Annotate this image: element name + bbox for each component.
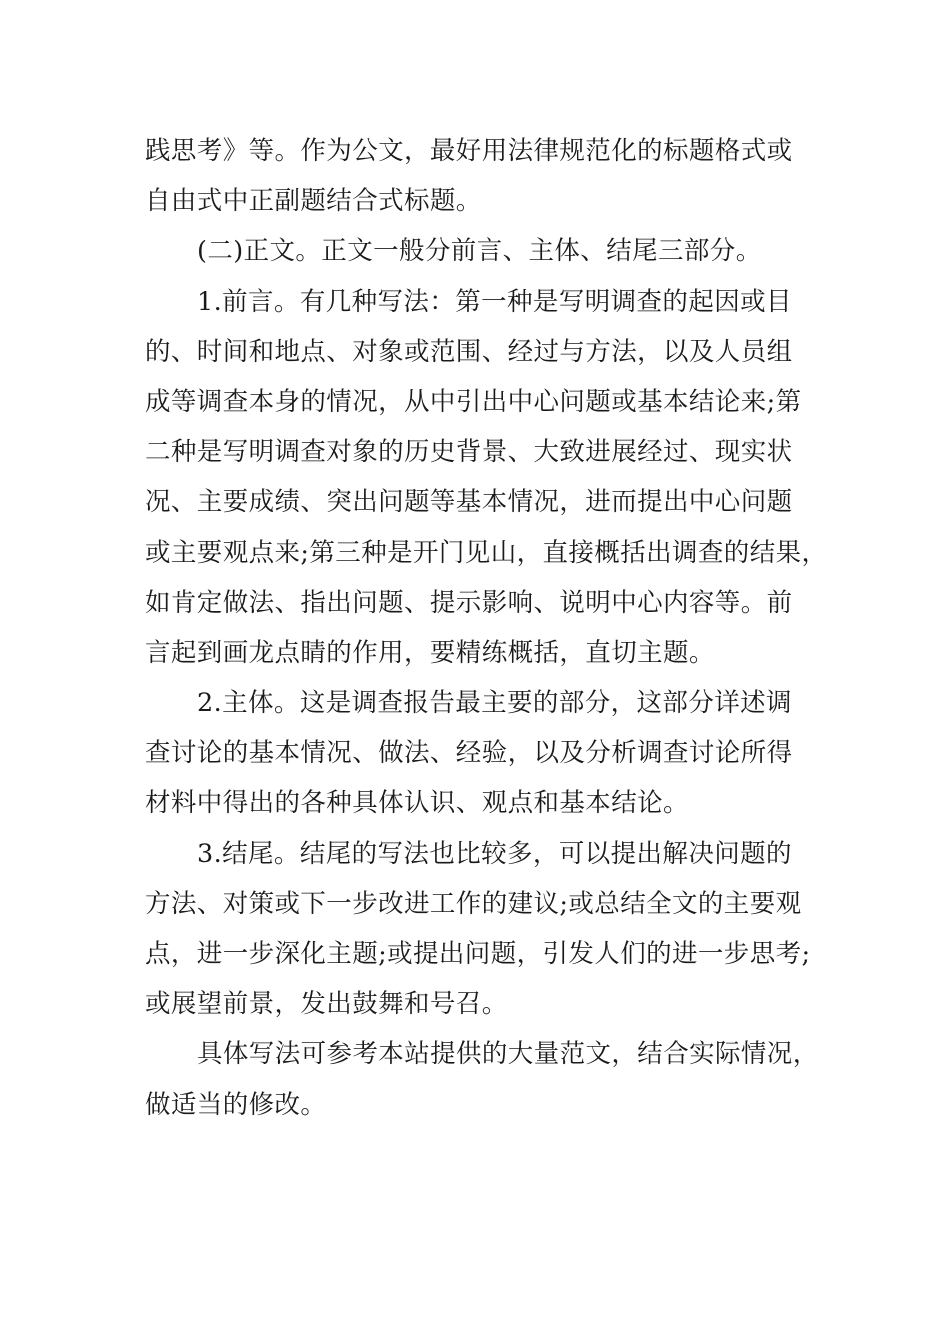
- text-line: 二种是写明调查对象的历史背景、大致进展经过、现实状: [145, 437, 793, 468]
- document-body: [145, 126, 828, 1130]
- text-line: 做适当的修改。: [145, 1089, 327, 1120]
- text-line: 如肯定做法、指出问题、提示影响、说明中心内容等。前: [145, 587, 793, 618]
- text-line: 点，进一步深化主题;或提出问题，引发人们的进一步思考;: [145, 939, 811, 969]
- text-line: 或主要观点来;第三种是开门见山，直接概括出调查的结果，: [145, 537, 828, 568]
- text-line: 1.前言。有几种写法：第一种是写明调查的起因或目: [197, 286, 792, 317]
- paragraph-preface: [145, 277, 828, 679]
- text-line: 践思考》等。作为公文，最好用法律规范化的标题格式或: [145, 136, 793, 166]
- text-line: 3.结尾。结尾的写法也比较多，可以提出解决问题的: [197, 838, 792, 869]
- text-line: 或展望前景，发出鼓舞和号召。: [145, 989, 508, 1020]
- text-line: 2.主体。这是调查报告最主要的部分，这部分详述调: [197, 688, 792, 719]
- paragraph-ending: [145, 829, 811, 1030]
- text-line: 材料中得出的各种具体认识、观点和基本结论。: [145, 788, 689, 819]
- paragraph-closing-note: [145, 1029, 819, 1129]
- text-line: 具体写法可参考本站提供的大量范文，结合实际情况，: [197, 1039, 819, 1070]
- text-line: 言起到画龙点睛的作用，要精练概括，直切主题。: [145, 637, 715, 668]
- text-line: 况、主要成绩、突出问题等基本情况，进而提出中心问题: [145, 487, 793, 518]
- text-line: 方法、对策或下一步改进工作的建议;或总结全文的主要观: [145, 888, 802, 919]
- text-line: 成等调查本身的情况，从中引出中心问题或基本结论来;第: [145, 386, 802, 417]
- text-line: 的、时间和地点、对象或范围、经过与方法，以及人员组: [145, 336, 793, 367]
- paragraph-body-heading: [145, 226, 811, 276]
- text-line: 查讨论的基本情况、做法、经验，以及分析调查讨论所得: [145, 738, 793, 769]
- paragraph-title-format: [145, 126, 811, 226]
- text-line: (二)正文。正文一般分前言、主体、结尾三部分。: [197, 236, 762, 267]
- paragraph-main-body: [145, 678, 811, 829]
- text-line: 自由式中正副题结合式标题。: [145, 186, 482, 217]
